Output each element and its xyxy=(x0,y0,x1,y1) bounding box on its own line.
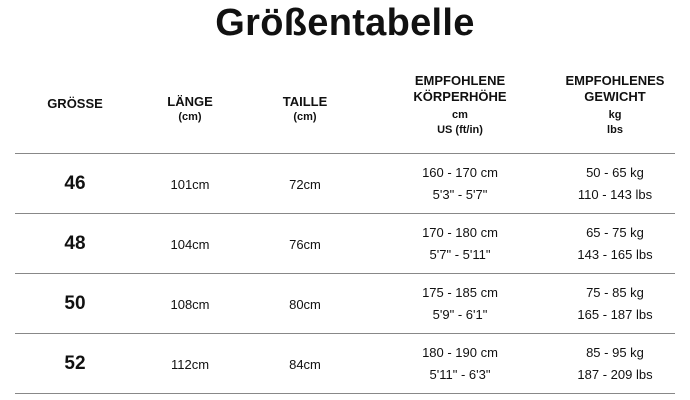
header-weight xyxy=(540,73,690,138)
header-length xyxy=(130,94,250,125)
header-height-label-1: EMPFOHLENE xyxy=(414,73,506,88)
height-us: 5'11" - 6'3" xyxy=(429,367,491,382)
height-cm: 180 - 190 cm xyxy=(422,345,498,360)
size-cell: 50 xyxy=(64,293,86,314)
header-length-label: LÄNGE xyxy=(167,94,213,109)
height-cm: 170 - 180 cm xyxy=(422,225,498,240)
header-height-unit-2: US (ft/in) xyxy=(437,124,483,136)
size-cell: 46 xyxy=(64,173,86,194)
size-cell: 52 xyxy=(64,353,86,374)
header-size-label: GRÖSSE xyxy=(47,96,103,111)
weight-cell xyxy=(540,274,690,334)
header-waist-label: TAILLE xyxy=(282,94,328,109)
header-height xyxy=(395,73,525,138)
header-weight-label-1: EMPFOHLENES xyxy=(565,73,665,88)
weight-kg: 85 - 95 kg xyxy=(586,345,644,360)
height-cell xyxy=(395,334,525,394)
header-waist-unit: (cm) xyxy=(293,111,317,123)
weight-lbs: 110 - 143 lbs xyxy=(577,187,653,202)
header-height-label-2: KÖRPERHÖHE xyxy=(413,89,507,104)
weight-cell xyxy=(540,334,690,394)
height-us: 5'7" - 5'11" xyxy=(429,247,491,262)
weight-lbs: 165 - 187 lbs xyxy=(577,307,653,322)
header-weight-unit-2: lbs xyxy=(607,124,623,136)
header-weight-label-2: GEWICHT xyxy=(584,89,646,104)
length-cell: 108cm xyxy=(170,296,210,312)
waist-cell: 80cm xyxy=(289,296,321,312)
height-cell xyxy=(395,214,525,274)
weight-kg: 65 - 75 kg xyxy=(586,225,644,240)
length-cell: 112cm xyxy=(170,356,210,372)
header-weight-unit-1: kg xyxy=(608,109,622,121)
header-length-unit: (cm) xyxy=(178,111,202,123)
waist-cell: 72cm xyxy=(289,176,321,192)
height-us: 5'9" - 6'1" xyxy=(432,307,488,322)
length-cell: 101cm xyxy=(170,176,210,192)
height-cell xyxy=(395,154,525,214)
height-cell xyxy=(395,274,525,334)
page-title: Größentabelle xyxy=(215,2,475,44)
header-height-unit-1: cm xyxy=(452,109,468,121)
table-row xyxy=(0,154,690,214)
header-size xyxy=(15,96,135,112)
table-row xyxy=(0,334,690,394)
height-cm: 160 - 170 cm xyxy=(422,165,498,180)
header-waist xyxy=(245,94,365,125)
table-row xyxy=(0,274,690,334)
weight-kg: 75 - 85 kg xyxy=(586,285,644,300)
length-cell: 104cm xyxy=(170,236,210,252)
height-us: 5'3" - 5'7" xyxy=(432,187,488,202)
size-cell: 48 xyxy=(64,233,86,254)
waist-cell: 76cm xyxy=(289,236,321,252)
weight-cell xyxy=(540,154,690,214)
weight-cell xyxy=(540,214,690,274)
weight-kg: 50 - 65 kg xyxy=(586,165,644,180)
table-row xyxy=(0,214,690,274)
height-cm: 175 - 185 cm xyxy=(422,285,498,300)
waist-cell: 84cm xyxy=(289,356,321,372)
weight-lbs: 143 - 165 lbs xyxy=(577,247,653,262)
weight-lbs: 187 - 209 lbs xyxy=(577,367,653,382)
